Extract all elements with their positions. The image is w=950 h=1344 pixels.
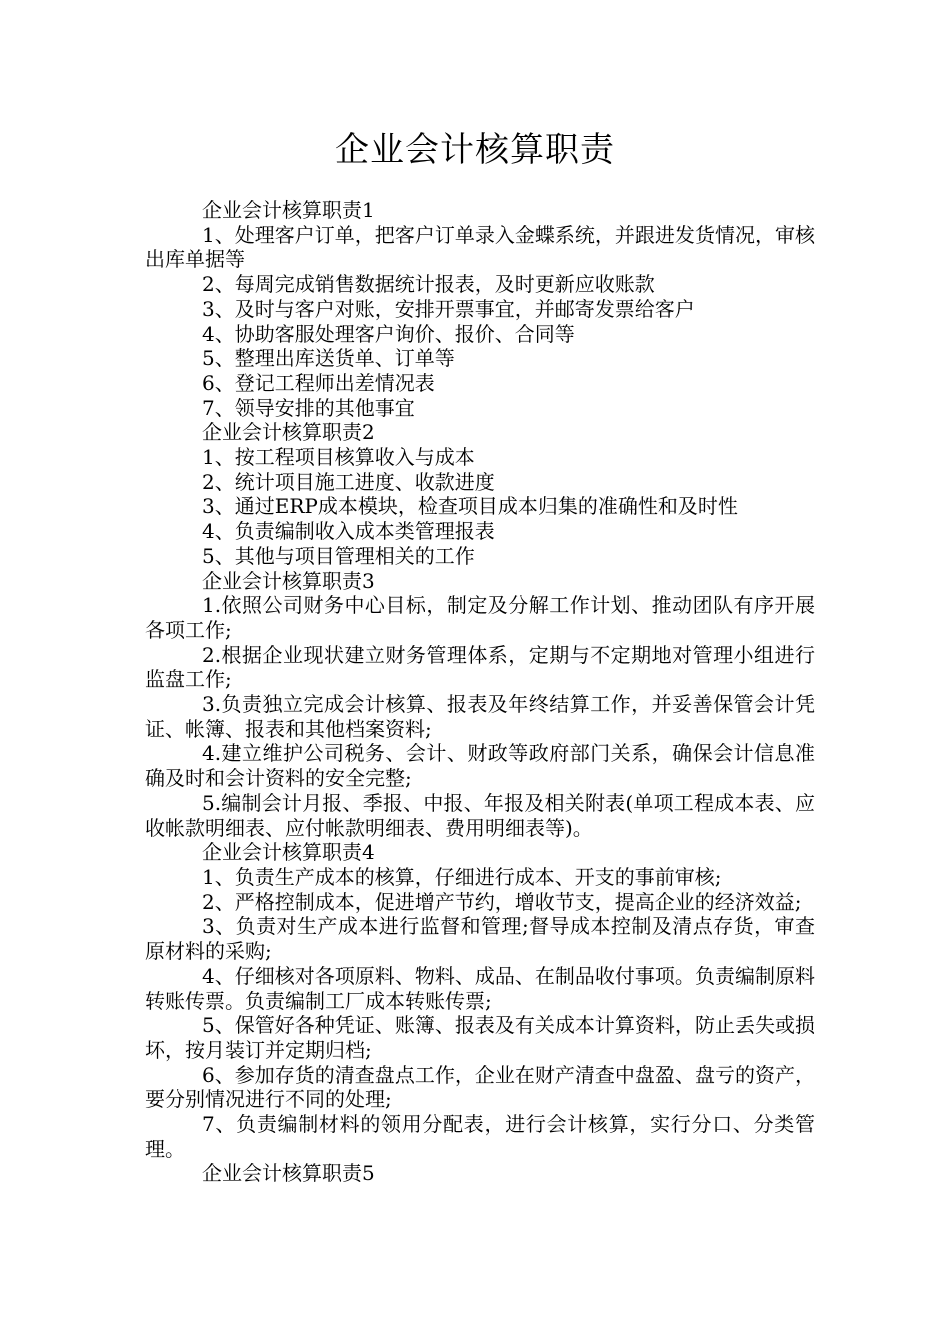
paragraph: 7、负责编制材料的领用分配表，进行会计核算，实行分口、分类管理。 xyxy=(145,1112,815,1161)
paragraph: 2.根据企业现状建立财务管理体系，定期与不定期地对管理小组进行监盘工作; xyxy=(145,642,815,692)
section-heading: 企业会计核算职责4 xyxy=(202,840,375,865)
paragraph: 2、每周完成销售数据统计报表，及时更新应收账款 xyxy=(202,272,655,297)
paragraph: 5、保管好各种凭证、账簿、报表及有关成本计算资料，防止丢失或损坏，按月装订并定期归档; xyxy=(145,1013,815,1062)
section-heading: 企业会计核算职责2 xyxy=(202,420,375,445)
paragraph: 2、统计项目施工进度、收款进度 xyxy=(202,469,495,494)
paragraph: 1、按工程项目核算收入与成本 xyxy=(202,445,475,470)
section-heading: 企业会计核算职责5 xyxy=(202,1161,375,1186)
paragraph: 1、负责生产成本的核算，仔细进行成本、开支的事前审核; xyxy=(202,864,722,889)
section-heading: 企业会计核算职责1 xyxy=(202,198,375,222)
document-body xyxy=(145,198,815,1186)
document-title: 企业会计核算职责 xyxy=(335,130,615,170)
paragraph: 5、其他与项目管理相关的工作 xyxy=(202,543,475,568)
paragraph: 3、通过ERP成本模块，检查项目成本归集的准确性和及时性 xyxy=(202,494,738,519)
paragraph: 6、参加存货的清查盘点工作，企业在财产清查中盘盈、盘亏的资产，要分别情况进行不同的处理; xyxy=(145,1062,815,1112)
section-heading: 企业会计核算职责3 xyxy=(202,568,375,593)
paragraph: 4.建立维护公司税务、会计、财政等政府部门关系，确保会计信息准确及时和会计资料的安全完整; xyxy=(145,741,815,791)
paragraph: 2、严格控制成本，促进增产节约，增收节支，提高企业的经济效益; xyxy=(202,889,802,914)
paragraph: 4、负责编制收入成本类管理报表 xyxy=(202,519,495,544)
paragraph: 1、处理客户订单，把客户订单录入金蝶系统，并跟进发货情况，审核出库单据等 xyxy=(145,222,815,272)
paragraph: 4、协助客服处理客户询价、报价、合同等 xyxy=(202,321,575,346)
paragraph: 5、整理出库送货单、订单等 xyxy=(202,346,455,371)
paragraph: 3、负责对生产成本进行监督和管理;督导成本控制及清点存货，审查原材料的采购; xyxy=(145,914,815,964)
paragraph: 6、登记工程师出差情况表 xyxy=(202,370,435,395)
paragraph: 4、仔细核对各项原料、物料、成品、在制品收付事项。负责编制原料转账传票。负责编制工厂成本转账传票; xyxy=(145,963,815,1013)
paragraph: 7、领导安排的其他事宜 xyxy=(202,395,415,420)
paragraph: 1.依照公司财务中心目标，制定及分解工作计划、推动团队有序开展各项工作; xyxy=(145,593,815,642)
paragraph: 3、及时与客户对账，安排开票事宜，并邮寄发票给客户 xyxy=(202,296,695,321)
paragraph: 5.编制会计月报、季报、中报、年报及相关附表(单项工程成本表、应收帐款明细表、应付帐款明细表、费用明细表等)。 xyxy=(145,790,815,840)
paragraph: 3.负责独立完成会计核算、报表及年终结算工作，并妥善保管会计凭证、帐簿、报表和其他档案资料; xyxy=(145,692,815,741)
